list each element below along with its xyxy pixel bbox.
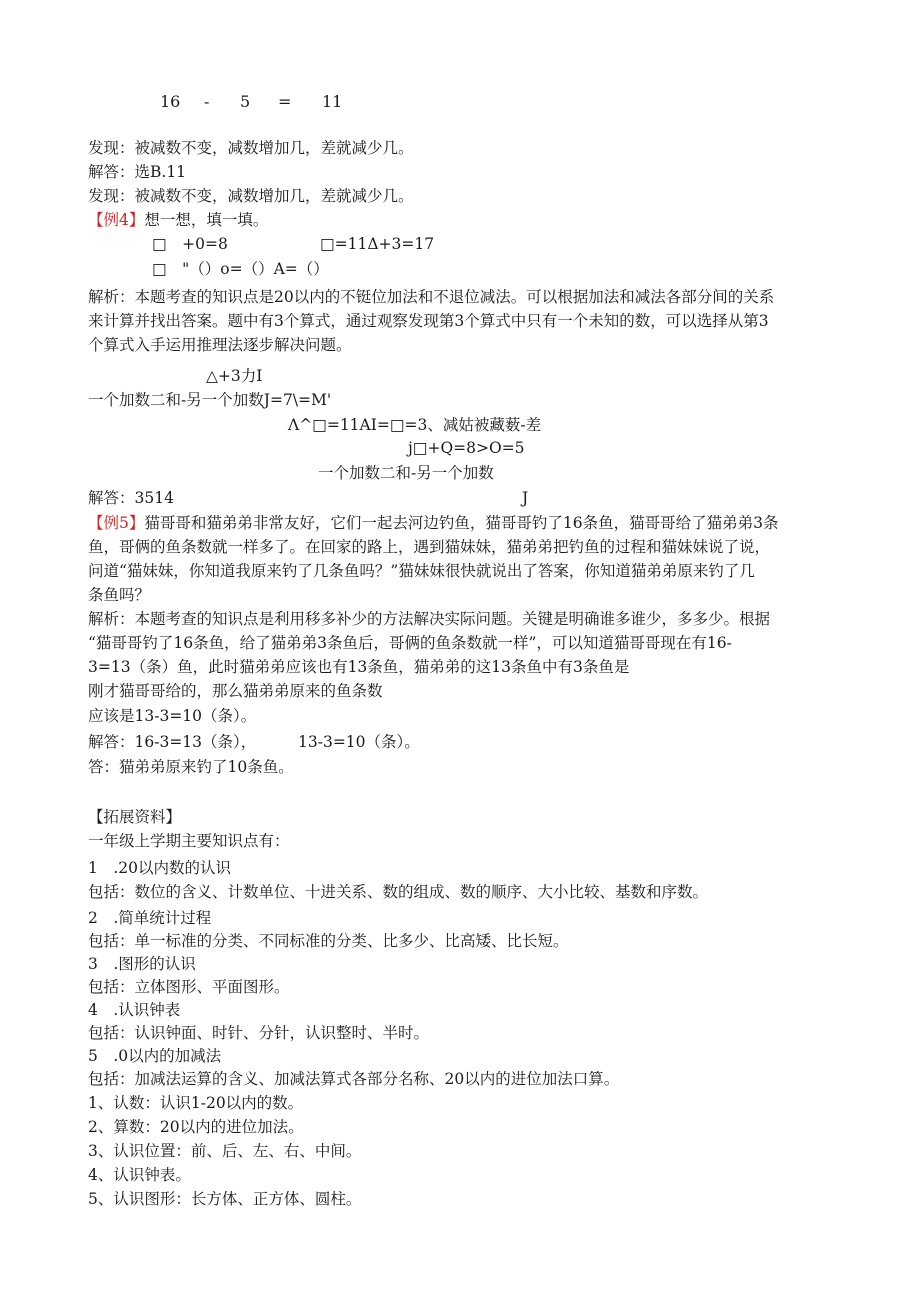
puzzle-equation-2: □=11Δ+3=17 [320,235,435,253]
answer-example-5-b: 13-3=10（条）。 [298,733,420,751]
summary-item-2: 2、算数：20以内的进位加法。 [88,1118,304,1136]
analysis-2-line-1: 解析：本题考查的知识点是利用移多补少的方法解决实际问题。关键是明确谁多谁少，多多少。根据 [88,610,771,628]
example-4-text: 想一想，填一填。 [144,211,269,229]
example-5-text: 猫哥哥和猫弟弟非常友好，它们一起去河边钓鱼，猫哥哥钓了16条鱼，猫哥哥给了猫弟弟3条 [144,514,779,532]
equation-minus: - [204,92,210,111]
example-5-line-1 [88,512,778,534]
example-5-line-3: 问道“猫妹妹，你知道我原来钓了几条鱼吗？”猫妹妹很快就说出了答案，你知道猫弟弟原来钓了几 [88,562,755,580]
reasoning-line-1: △+3力I [206,367,263,385]
analysis-2-line-2: “猫哥哥钓了16条鱼，给了猫弟弟3条鱼后，哥俩的鱼条数就一样”，可以知道猫哥哥现在有16- [88,634,732,652]
answer-example-4-mark: J [522,489,529,507]
finding-line-2: 发现：被减数不变，减数增加几，差就减少几。 [88,187,414,205]
summary-item-5: 5、认识图形：长方体、正方体、圆柱。 [88,1190,362,1208]
knowledge-1-title: 1 .20以内数的认识 [88,859,232,877]
example-5-line-2: 鱼，哥俩的鱼条数就一样多了。在回家的路上，遇到猫妹妹，猫弟弟把钓鱼的过程和猫妹妹说了说， [88,538,771,556]
extension-intro: 一年级上学期主要知识点有： [88,832,290,850]
knowledge-4-detail: 包括：认识钟面、时针、分针，认识整时、半时。 [88,1024,430,1042]
equation-equals: = [278,92,292,111]
analysis-2-line-3: 3=13（条）鱼，此时猫弟弟应该也有13条鱼，猫弟弟的这13条鱼中有3条鱼是 [88,658,630,676]
analysis-1-line-1: 解析：本题考查的知识点是20以内的不铤位加法和不退位减法。可以根据加法和减法各部分间的关系 [88,288,775,306]
reasoning-line-5: 一个加数二和-另一个加数 [318,464,494,482]
analysis-1-line-2: 来计算并找出答案。题中有3个算式，通过观察发现第3个算式中只有一个未知的数，可以选择从第3 [88,312,769,330]
knowledge-1-detail: 包括：数位的含义、计数单位、十进关系、数的组成、数的顺序、大小比较、基数和序数。 [88,883,709,901]
analysis-1-line-3: 个算式入手运用推理法逐步解决问题。 [88,336,352,354]
knowledge-5-title: 5 .0以内的加减法 [88,1047,222,1065]
knowledge-2-title: 2 .简单统计过程 [88,909,212,927]
equation-subtrahend: 5 [240,92,251,111]
answer-example-4: 解答：3514 [88,489,174,507]
answer-example-5-final: 答：猫弟弟原来钓了10条鱼。 [88,758,294,776]
knowledge-3-title: 3 .图形的认识 [88,955,196,973]
summary-item-1: 1、认数：认识1-20以内的数。 [88,1094,304,1112]
example-5-tag: 【例5】 [88,514,145,532]
reasoning-line-2: 一个加数二和-另一个加数J=7\=M' [88,391,332,409]
answer-line-1: 解答：选B.11 [88,163,187,181]
example-5-line-4: 条鱼吗？ [88,586,151,604]
puzzle-equation-3: □ "（）o=（）A=（） [152,260,329,278]
extension-title: 【拓展资料】 [88,808,182,826]
knowledge-2-detail: 包括：单一标准的分类、不同标准的分类、比多少、比高矮、比长短。 [88,932,569,950]
knowledge-4-title: 4 .认识钟表 [88,1001,181,1019]
analysis-2-line-5: 应该是13-3=10（条）。 [88,707,257,725]
finding-line-1: 发现：被减数不变，减数增加几，差就减少几。 [88,139,414,157]
puzzle-equation-1: □ +0=8 [152,235,228,253]
reasoning-line-3: Λ^□=11AI=□=3、减姑被藏薮-差 [288,416,542,434]
analysis-2-line-4: 刚才猫哥哥给的，那么猫弟弟原来的鱼条数 [88,682,383,700]
summary-item-3: 3、认识位置：前、后、左、右、中间。 [88,1142,362,1160]
knowledge-3-detail: 包括：立体图形、平面图形。 [88,978,290,996]
equation-minuend: 16 [160,92,181,111]
example-4-heading [88,209,268,231]
equation-result: 11 [322,92,343,111]
knowledge-5-detail: 包括：加减法运算的含义、加减法算式各部分名称、20以内的进位加法口算。 [88,1070,620,1088]
example-4-tag: 【例4】 [88,211,145,229]
reasoning-line-4: j□+Q=8>O=5 [408,439,525,457]
answer-example-5-a: 解答：16-3=13（条）， [88,733,257,751]
summary-item-4: 4、认识钟表。 [88,1166,191,1184]
